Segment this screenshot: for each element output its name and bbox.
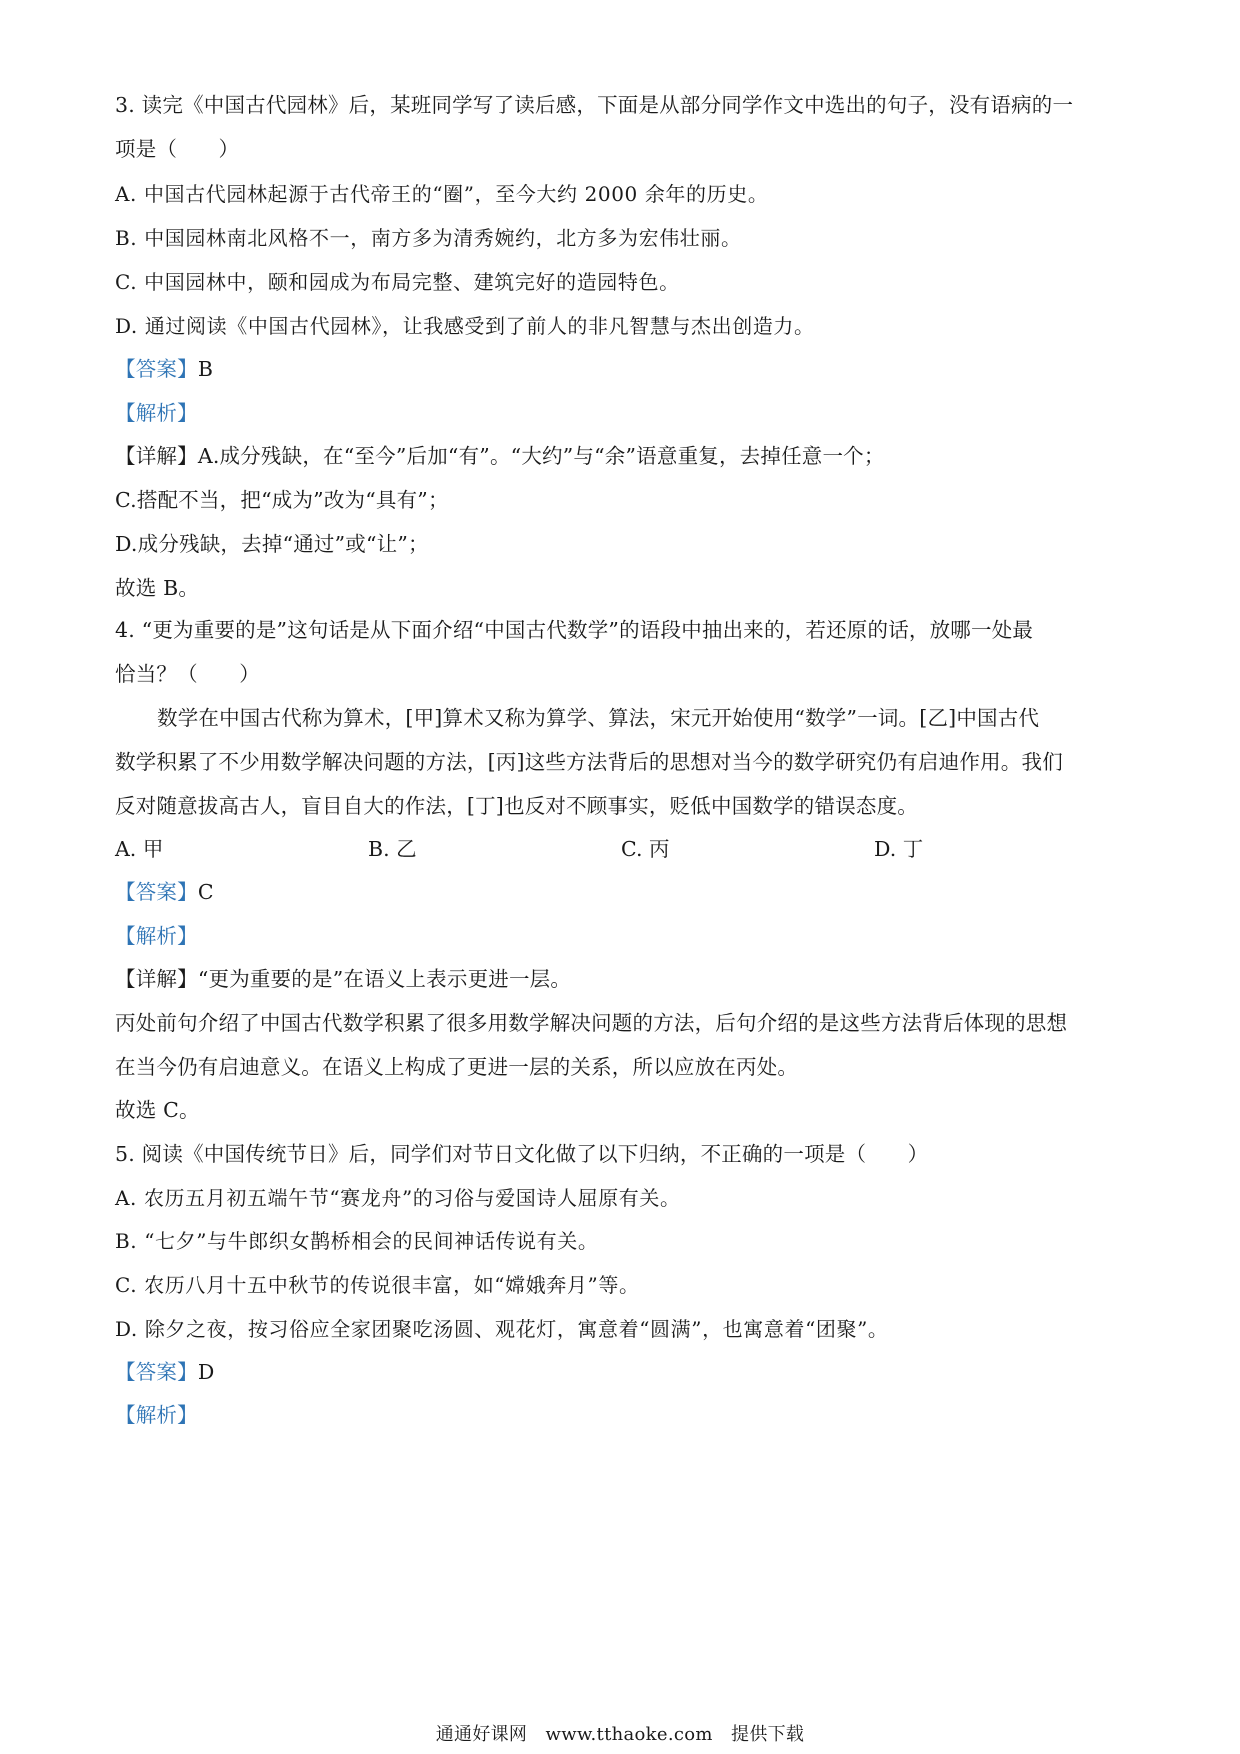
q3-stem-line-2: 项是（ ） bbox=[115, 137, 240, 161]
q3-answer bbox=[115, 354, 1135, 384]
q4-passage-line-1: 数学在中国古代称为算术，[甲]算术又称为算学、算法，宋元开始使用“数学”一词。[乙]中国古代 bbox=[157, 706, 1040, 730]
q4-option-a: A. 甲 bbox=[115, 837, 164, 861]
q4-answer bbox=[115, 877, 1135, 907]
q5-answer bbox=[115, 1357, 1135, 1387]
q4-detail-line-4: 故选 C。 bbox=[115, 1098, 200, 1122]
q3-analysis bbox=[115, 398, 1135, 428]
q3-option-d: D. 通过阅读《中国古代园林》，让我感受到了前人的非凡智慧与杰出创造力。 bbox=[115, 314, 815, 338]
detail-text: “更为重要的是”在语义上表示更进一层。 bbox=[197, 967, 572, 991]
q3-stem-line-1: 3. 读完《中国古代园林》后，某班同学写了读后感，下面是从部分同学作文中选出的句子，没有语病的一 bbox=[115, 93, 1074, 117]
q5-option-c: C. 农历八月十五中秋节的传说很丰富，如“嫦娥奔月”等。 bbox=[115, 1273, 640, 1297]
detail-text: A.成分残缺，在“至今”后加“有”。“大约”与“余”语意重复，去掉任意一个； bbox=[197, 444, 885, 468]
q5-option-b: B. “七夕”与牛郎织女鹊桥相会的民间神话传说有关。 bbox=[115, 1229, 599, 1253]
analysis-tag: 【解析】 bbox=[115, 1403, 198, 1427]
q3-detail-line-1 bbox=[115, 441, 1135, 471]
q4-stem-line-2: 恰当？（ ） bbox=[115, 662, 260, 686]
q4-option-d: D. 丁 bbox=[874, 837, 924, 861]
q4-detail-line-1 bbox=[115, 964, 1135, 994]
answer-tag: 【答案】 bbox=[115, 1360, 198, 1384]
answer-value: D bbox=[197, 1360, 215, 1384]
q3-option-b: B. 中国园林南北风格不一，南方多为清秀婉约，北方多为宏伟壮丽。 bbox=[115, 226, 742, 250]
answer-value: C bbox=[197, 880, 214, 904]
q4-analysis bbox=[115, 921, 1135, 951]
answer-tag: 【答案】 bbox=[115, 357, 198, 381]
analysis-tag: 【解析】 bbox=[115, 401, 198, 425]
q5-option-a: A. 农历五月初五端午节“赛龙舟”的习俗与爱国诗人屈原有关。 bbox=[115, 1186, 681, 1210]
q4-stem-line-1: 4. “更为重要的是”这句话是从下面介绍“中国古代数学”的语段中抽出来的，若还原的话，放哪一处最 bbox=[115, 618, 1034, 642]
detail-tag: 【详解】 bbox=[115, 967, 198, 991]
q4-options bbox=[115, 834, 1135, 864]
q4-detail-line-2: 丙处前句介绍了中国古代数学积累了很多用数学解决问题的方法，后句介绍的是这些方法背后体现的思想 bbox=[115, 1011, 1068, 1035]
detail-tag: 【详解】 bbox=[115, 444, 198, 468]
q4-option-c: C. 丙 bbox=[621, 837, 670, 861]
page-footer[interactable]: 通通好课网 www.tthaoke.com 提供下载 bbox=[435, 1724, 805, 1745]
q5-analysis bbox=[115, 1400, 1135, 1430]
q3-detail-line-2: C.搭配不当，把“成为”改为“具有”； bbox=[115, 488, 449, 512]
q4-passage-line-3: 反对随意拔高古人，盲目自大的作法，[丁]也反对不顾事实，贬低中国数学的错误态度。 bbox=[115, 794, 918, 818]
q3-detail-line-3: D.成分残缺，去掉“通过”或“让”； bbox=[115, 532, 429, 556]
answer-value: B bbox=[197, 357, 214, 381]
q5-stem-line-1: 5. 阅读《中国传统节日》后，同学们对节日文化做了以下归纳，不正确的一项是（ ） bbox=[115, 1142, 929, 1166]
answer-tag: 【答案】 bbox=[115, 880, 198, 904]
q3-option-a: A. 中国古代园林起源于古代帝王的“圈”，至今大约 2000 余年的历史。 bbox=[115, 182, 769, 206]
analysis-tag: 【解析】 bbox=[115, 924, 198, 948]
q4-passage-line-2: 数学积累了不少用数学解决问题的方法，[丙]这些方法背后的思想对当今的数学研究仍有启迪作用。我们 bbox=[115, 750, 1063, 774]
q3-detail-line-4: 故选 B。 bbox=[115, 576, 200, 600]
q4-option-b: B. 乙 bbox=[368, 837, 417, 861]
q3-option-c: C. 中国园林中，颐和园成为布局完整、建筑完好的造园特色。 bbox=[115, 270, 680, 294]
q5-option-d: D. 除夕之夜，按习俗应全家团聚吃汤圆、观花灯，寓意着“圆满”，也寓意着“团聚”。 bbox=[115, 1317, 889, 1341]
q4-detail-line-3: 在当今仍有启迪意义。在语义上构成了更进一层的关系，所以应放在丙处。 bbox=[115, 1055, 799, 1079]
